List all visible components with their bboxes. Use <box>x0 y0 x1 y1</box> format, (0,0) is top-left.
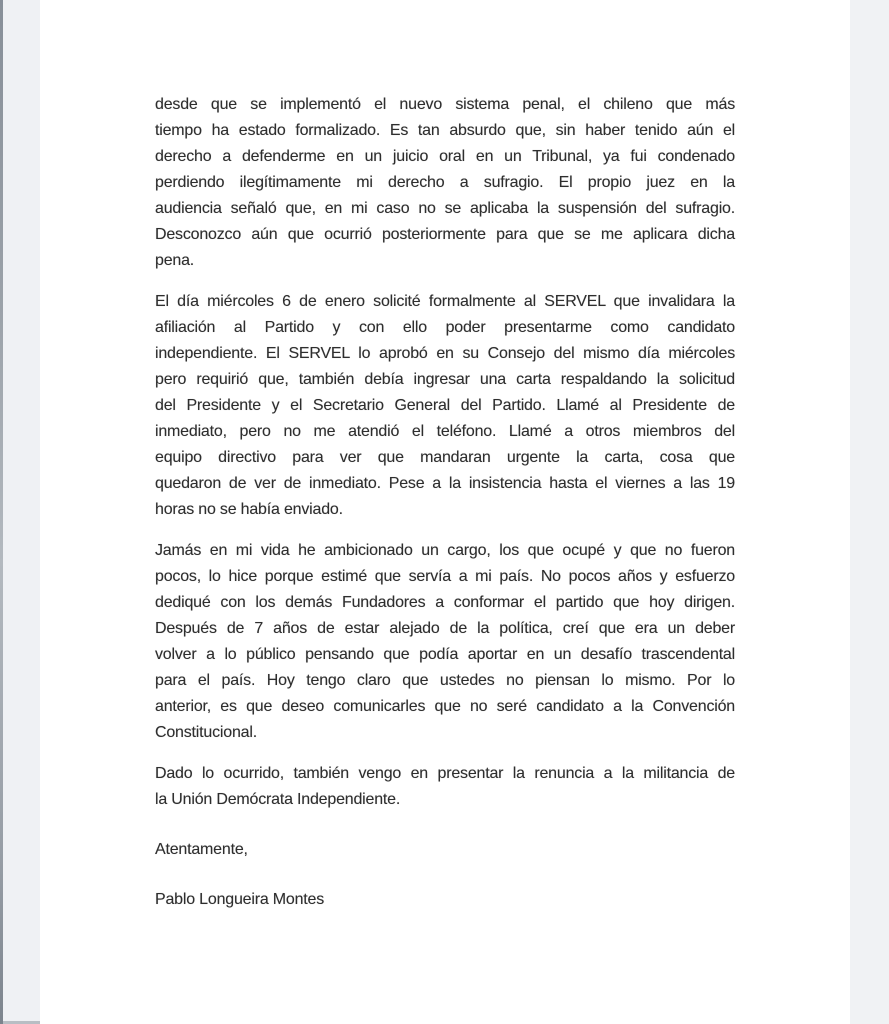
letter-line: horas no se había enviado. <box>155 501 343 518</box>
letter-line: afiliación al Partido y con ello poder presentarme como candidato <box>155 319 735 336</box>
letter-line: quedaron de ver de inmediato. Pese a la insistencia hasta el viernes a las 19 <box>155 475 735 492</box>
letter-line: dediqué con los demás Fundadores a conformar el partido que hoy dirigen. <box>155 594 735 611</box>
letter-line: del Presidente y el Secretario General del Partido. Llamé al Presidente de <box>155 397 735 414</box>
letter-paragraph <box>155 92 735 274</box>
letter-line: pero requirió que, también debía ingresar una carta respaldando la solicitud <box>155 371 735 388</box>
letter-line: anterior, es que deseo comunicarles que no seré candidato a la Convención <box>155 698 735 715</box>
letter-line: pena. <box>155 252 195 269</box>
signature-name: Pablo Longueira Montes <box>155 891 325 908</box>
letter-paragraphs <box>155 92 735 813</box>
letter-line: Dado lo ocurrido, también vengo en presentar la renuncia a la militancia de <box>155 765 735 782</box>
scan-left-edge-line <box>0 0 3 1024</box>
letter-paragraph <box>155 289 735 523</box>
letter-closing: Atentamente, <box>155 841 248 858</box>
letter-line: para el país. Hoy tengo claro que ustedes no piensan lo mismo. Por lo <box>155 672 735 689</box>
letter-line: perdiendo ilegítimamente mi derecho a sufragio. El propio juez en la <box>155 174 735 191</box>
letter-line: desde que se implementó el nuevo sistema penal, el chileno que más <box>155 96 735 113</box>
letter-line: independiente. El SERVEL lo aprobó en su Consejo del mismo día miércoles <box>155 345 735 362</box>
letter-line: la Unión Demócrata Independiente. <box>155 791 401 808</box>
letter-line: derecho a defenderme en un juicio oral en un Tribunal, ya fui condenado <box>155 148 735 165</box>
scan-left-gutter <box>3 0 40 1024</box>
letter-line: Constitucional. <box>155 724 257 741</box>
letter-paragraph <box>155 538 735 746</box>
letter-body <box>155 92 735 913</box>
letter-paragraph <box>155 761 735 813</box>
letter-line: tiempo ha estado formalizado. Es tan absurdo que, sin haber tenido aún el <box>155 122 735 139</box>
letter-line: volver a lo público pensando que podía aportar en un desafío trascendental <box>155 646 735 663</box>
letter-line: inmediato, pero no me atendió el teléfono. Llamé a otros miembros del <box>155 423 735 440</box>
letter-line: pocos, lo hice porque estimé que servía a mi país. No pocos años y esfuerzo <box>155 568 735 585</box>
letter-line: Desconozco aún que ocurrió posteriormente para que se me aplicara dicha <box>155 226 735 243</box>
letter-line: El día miércoles 6 de enero solicité formalmente al SERVEL que invalidara la <box>155 293 735 310</box>
letter-line: audiencia señaló que, en mi caso no se aplicaba la suspensión del sufragio. <box>155 200 735 217</box>
scan-right-gutter <box>850 0 889 1024</box>
letter-line: Después de 7 años de estar alejado de la política, creí que era un deber <box>155 620 735 637</box>
letter-line: Jamás en mi vida he ambicionado un cargo, los que ocupé y que no fueron <box>155 542 735 559</box>
letter-line: equipo directivo para ver que mandaran urgente la carta, cosa que <box>155 449 735 466</box>
